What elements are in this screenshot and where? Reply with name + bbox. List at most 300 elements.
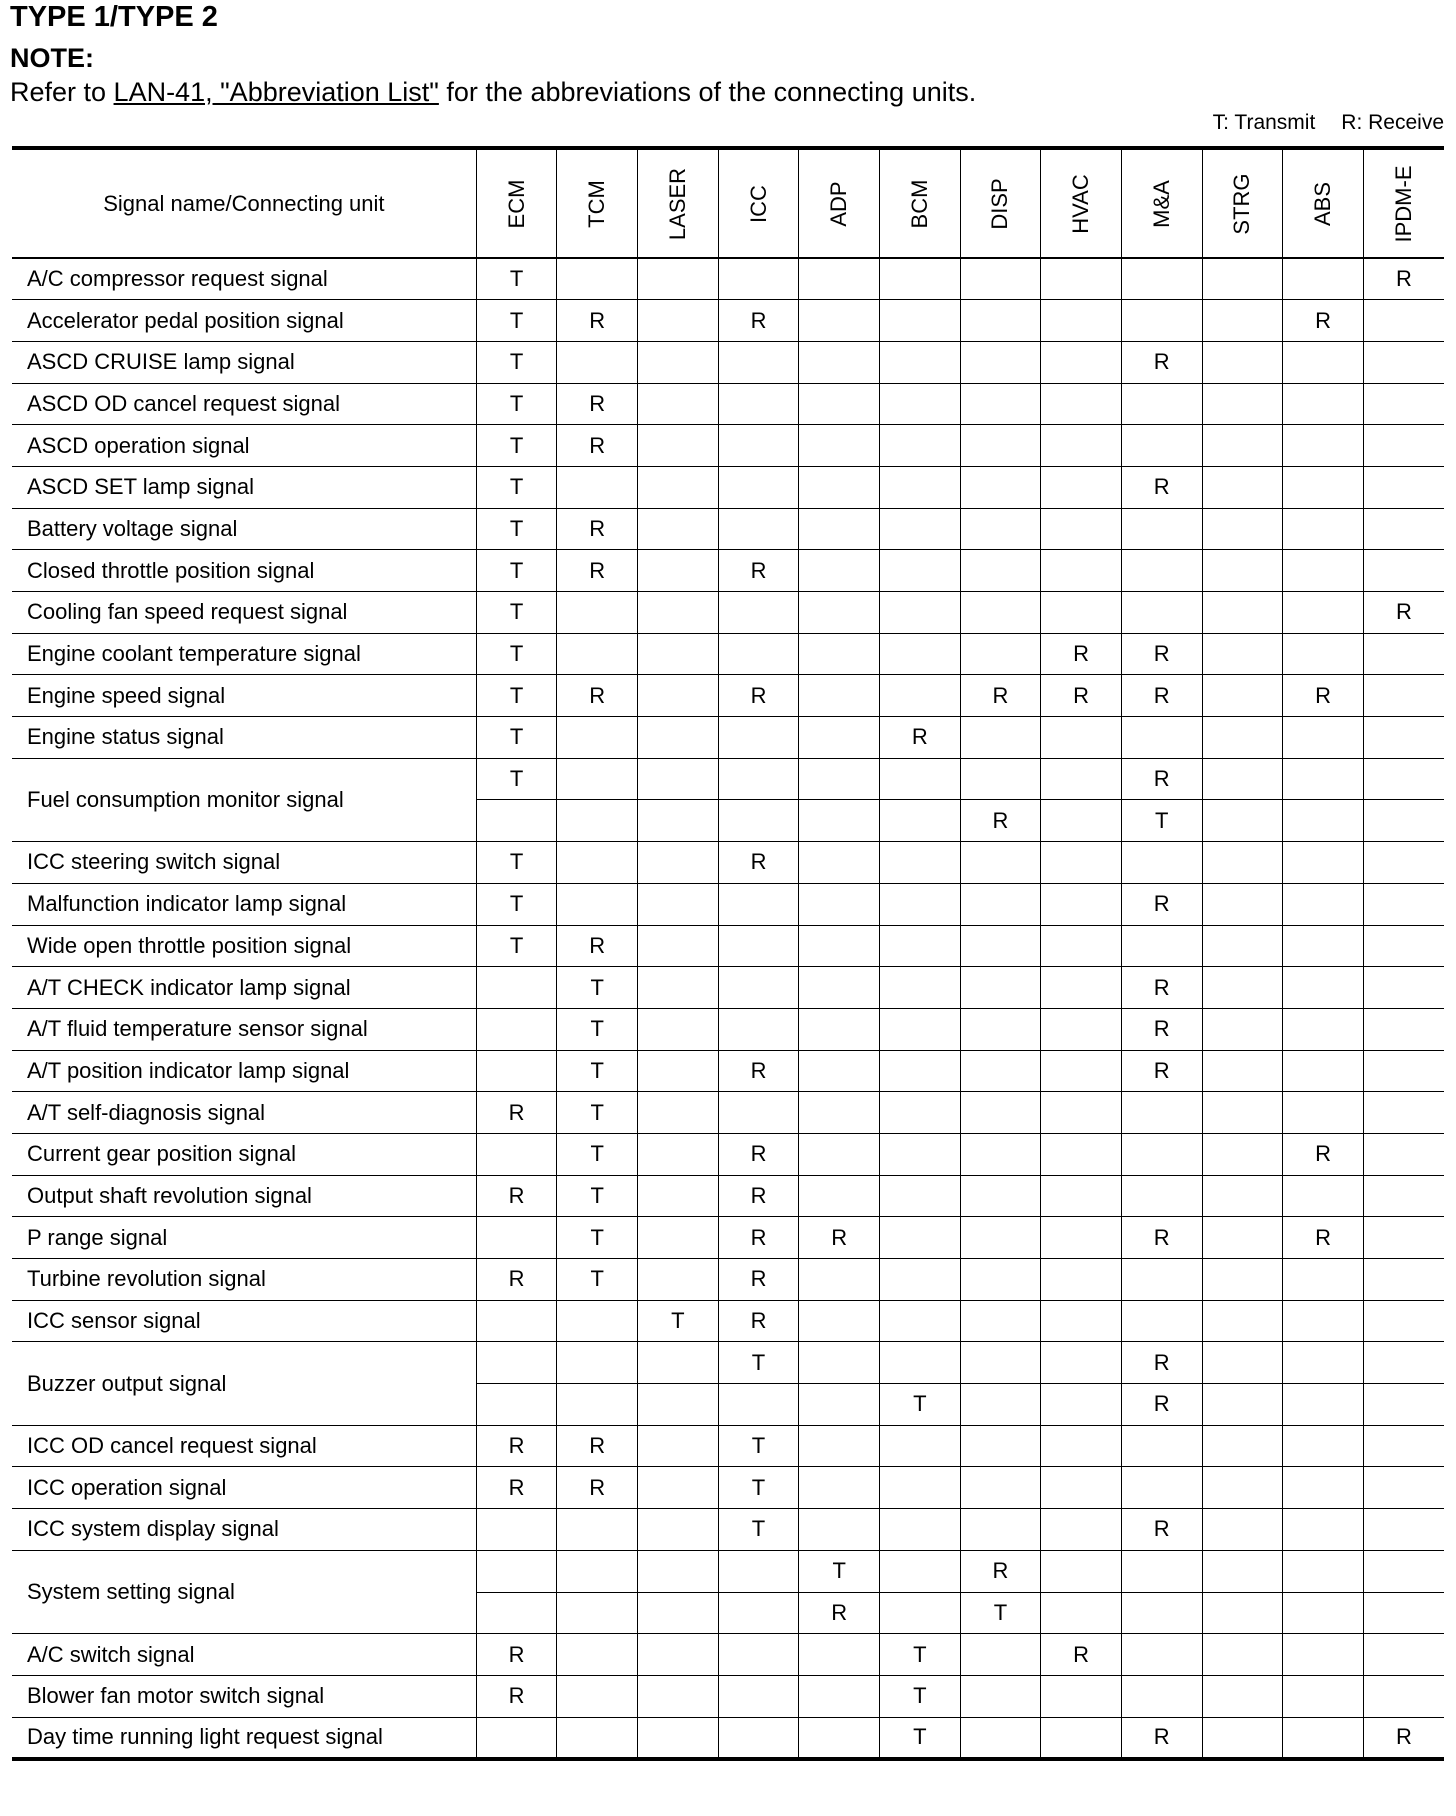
- signal-cell: [557, 258, 638, 300]
- signal-cell: [718, 800, 799, 842]
- table-row: [12, 967, 1444, 1009]
- signal-cell: [1363, 425, 1444, 467]
- signal-cell: [799, 258, 880, 300]
- signal-cell: [799, 1342, 880, 1384]
- signal-cell: [476, 1509, 557, 1551]
- signal-cell: [638, 1675, 719, 1717]
- signal-cell: [1202, 1259, 1283, 1301]
- signal-cell: T: [476, 883, 557, 925]
- signal-cell: [1041, 1300, 1122, 1342]
- table-row: [12, 1217, 1444, 1259]
- signal-cell: R: [557, 550, 638, 592]
- unit-label: LASER: [664, 167, 690, 240]
- signal-cell: [879, 1050, 960, 1092]
- signal-cell: [799, 1259, 880, 1301]
- signal-cell: [1283, 1342, 1364, 1384]
- signal-cell: [799, 508, 880, 550]
- signal-cell: [879, 1467, 960, 1509]
- signal-cell: [1202, 1717, 1283, 1759]
- signal-cell: [1202, 883, 1283, 925]
- signal-cell: [1041, 967, 1122, 1009]
- signal-cell: T: [879, 1717, 960, 1759]
- signal-cell: [718, 883, 799, 925]
- signal-cell: [1283, 550, 1364, 592]
- signal-cell: [557, 1675, 638, 1717]
- signal-cell: [799, 925, 880, 967]
- signal-cell: R: [1121, 1717, 1202, 1759]
- signal-cell: [960, 883, 1041, 925]
- signal-cell: [1121, 1300, 1202, 1342]
- unit-label: ADP: [826, 180, 852, 227]
- table-row: [12, 258, 1444, 300]
- signal-cell: [879, 383, 960, 425]
- signal-cell: [879, 883, 960, 925]
- signal-cell: [799, 1634, 880, 1676]
- signal-cell: [1121, 1133, 1202, 1175]
- signal-cell: [960, 258, 1041, 300]
- signal-cell: R: [879, 717, 960, 759]
- signal-cell: T: [476, 341, 557, 383]
- signal-cell: T: [476, 383, 557, 425]
- signal-cell: R: [557, 425, 638, 467]
- signal-cell: [1202, 967, 1283, 1009]
- signal-cell: [1041, 1175, 1122, 1217]
- table-row: [12, 1050, 1444, 1092]
- signal-cell: T: [476, 675, 557, 717]
- signal-cell: [1283, 466, 1364, 508]
- table-row: [12, 717, 1444, 759]
- signal-cell: R: [1121, 341, 1202, 383]
- table-row: [12, 1550, 1444, 1592]
- signal-cell: [638, 1550, 719, 1592]
- signal-cell: R: [557, 1467, 638, 1509]
- signal-cell: [1283, 1425, 1364, 1467]
- signal-cell: [638, 967, 719, 1009]
- signal-cell: [879, 592, 960, 634]
- signal-cell: R: [718, 1259, 799, 1301]
- signal-cell: [1283, 883, 1364, 925]
- signal-cell: [960, 1217, 1041, 1259]
- signal-cell: [1202, 258, 1283, 300]
- signal-cell: [476, 1008, 557, 1050]
- signal-cell: [638, 675, 719, 717]
- signal-cell: T: [638, 1300, 719, 1342]
- signal-name: ASCD operation signal: [12, 425, 476, 467]
- signal-cell: R: [1121, 1509, 1202, 1551]
- signal-cell: [1363, 341, 1444, 383]
- table-row: [12, 550, 1444, 592]
- signal-cell: R: [557, 508, 638, 550]
- signal-cell: R: [476, 1175, 557, 1217]
- signal-cell: [960, 1384, 1041, 1426]
- signal-cell: [557, 800, 638, 842]
- signal-cell: [1202, 675, 1283, 717]
- signal-cell: [476, 1342, 557, 1384]
- signal-cell: [1283, 1300, 1364, 1342]
- signal-cell: [557, 1634, 638, 1676]
- signal-cell: R: [1121, 675, 1202, 717]
- signal-cell: [879, 758, 960, 800]
- signal-cell: [879, 800, 960, 842]
- signal-cell: [1283, 383, 1364, 425]
- signal-cell: [1121, 258, 1202, 300]
- signal-cell: [1202, 1342, 1283, 1384]
- signal-cell: T: [718, 1342, 799, 1384]
- signal-cell: [1041, 508, 1122, 550]
- signal-cell: [960, 1092, 1041, 1134]
- signal-cell: [1041, 1050, 1122, 1092]
- signal-cell: T: [476, 425, 557, 467]
- signal-cell: [718, 1550, 799, 1592]
- signal-cell: [557, 758, 638, 800]
- signal-cell: [1363, 633, 1444, 675]
- signal-cell: [1363, 1300, 1444, 1342]
- signal-cell: [718, 1384, 799, 1426]
- signal-cell: T: [557, 1092, 638, 1134]
- table-row: [12, 592, 1444, 634]
- signal-name: A/T position indicator lamp signal: [12, 1050, 476, 1092]
- unit-label: TCM: [584, 179, 610, 228]
- signal-cell: [1121, 1592, 1202, 1634]
- signal-cell: [1363, 383, 1444, 425]
- signal-cell: [1283, 1634, 1364, 1676]
- signal-cell: [638, 758, 719, 800]
- signal-cell: T: [476, 758, 557, 800]
- signal-cell: [1202, 425, 1283, 467]
- signal-cell: [718, 258, 799, 300]
- signal-cell: T: [879, 1634, 960, 1676]
- signal-cell: [1041, 842, 1122, 884]
- table-row: [12, 1634, 1444, 1676]
- signal-cell: R: [718, 1050, 799, 1092]
- signal-cell: R: [1041, 633, 1122, 675]
- signal-cell: [557, 633, 638, 675]
- signal-cell: [879, 1217, 960, 1259]
- signal-cell: R: [476, 1467, 557, 1509]
- signal-name: A/C switch signal: [12, 1634, 476, 1676]
- signal-cell: [1283, 1175, 1364, 1217]
- signal-cell: [960, 842, 1041, 884]
- signal-name: ASCD OD cancel request signal: [12, 383, 476, 425]
- signal-cell: [718, 1008, 799, 1050]
- signal-cell: [638, 925, 719, 967]
- signal-cell: [476, 1384, 557, 1426]
- signal-cell: [879, 842, 960, 884]
- signal-name: Cooling fan speed request signal: [12, 592, 476, 634]
- signal-cell: T: [476, 717, 557, 759]
- signal-cell: R: [1121, 1217, 1202, 1259]
- signal-cell: T: [557, 1217, 638, 1259]
- header-signal-name: Signal name/Connecting unit: [12, 148, 476, 258]
- signal-cell: [1202, 1384, 1283, 1426]
- signal-cell: [1041, 341, 1122, 383]
- signal-cell: [638, 300, 719, 342]
- signal-cell: [1363, 1008, 1444, 1050]
- signal-cell: [1202, 300, 1283, 342]
- signal-cell: [1363, 1675, 1444, 1717]
- signal-name: A/T self-diagnosis signal: [12, 1092, 476, 1134]
- signal-cell: [1121, 1467, 1202, 1509]
- signal-cell: R: [960, 800, 1041, 842]
- signal-cell: [1363, 550, 1444, 592]
- signal-cell: [1041, 1675, 1122, 1717]
- signal-cell: T: [799, 1550, 880, 1592]
- signal-cell: [557, 466, 638, 508]
- signal-cell: [1121, 842, 1202, 884]
- table-row: [12, 1259, 1444, 1301]
- table-row: [12, 1008, 1444, 1050]
- signal-cell: [960, 1008, 1041, 1050]
- signal-cell: [799, 592, 880, 634]
- signal-cell: [638, 1467, 719, 1509]
- signal-cell: [1202, 842, 1283, 884]
- signal-cell: R: [1121, 1384, 1202, 1426]
- table-row: [12, 675, 1444, 717]
- signal-cell: [638, 1634, 719, 1676]
- signal-cell: [960, 1133, 1041, 1175]
- signal-cell: [557, 842, 638, 884]
- signal-cell: [638, 883, 719, 925]
- signal-cell: [960, 1467, 1041, 1509]
- signal-cell: T: [879, 1675, 960, 1717]
- unit-label: BCM: [906, 179, 932, 228]
- signal-cell: [1121, 383, 1202, 425]
- signal-cell: [960, 1425, 1041, 1467]
- table-row: [12, 341, 1444, 383]
- signal-cell: [1121, 425, 1202, 467]
- signal-cell: [960, 341, 1041, 383]
- table-row: [12, 300, 1444, 342]
- signal-cell: [718, 633, 799, 675]
- signal-cell: [476, 800, 557, 842]
- signal-cell: [799, 466, 880, 508]
- signal-cell: R: [960, 1550, 1041, 1592]
- table-row: [12, 925, 1444, 967]
- signal-cell: [638, 1133, 719, 1175]
- unit-label: STRG: [1229, 172, 1255, 235]
- signal-cell: [476, 1592, 557, 1634]
- signal-name: Engine coolant temperature signal: [12, 633, 476, 675]
- signal-cell: R: [476, 1425, 557, 1467]
- signal-name: Current gear position signal: [12, 1133, 476, 1175]
- unit-label: ECM: [503, 179, 529, 228]
- signal-cell: [1363, 1050, 1444, 1092]
- signal-cell: [1202, 717, 1283, 759]
- signal-cell: T: [476, 258, 557, 300]
- signal-cell: [1041, 1133, 1122, 1175]
- signal-cell: [799, 300, 880, 342]
- signal-cell: [799, 967, 880, 1009]
- signal-cell: [960, 967, 1041, 1009]
- signal-cell: [1283, 1550, 1364, 1592]
- signal-cell: [1041, 1092, 1122, 1134]
- signal-cell: [960, 925, 1041, 967]
- signal-cell: [799, 1467, 880, 1509]
- table-row: [12, 508, 1444, 550]
- signal-cell: [960, 1300, 1041, 1342]
- signal-cell: [1041, 258, 1122, 300]
- header-unit-laser: [638, 148, 719, 258]
- signal-cell: [1121, 1675, 1202, 1717]
- signal-cell: [638, 800, 719, 842]
- signal-cell: [476, 967, 557, 1009]
- table-body: [12, 258, 1444, 1759]
- signal-cell: [879, 466, 960, 508]
- signal-cell: [1202, 633, 1283, 675]
- signal-cell: R: [1121, 1050, 1202, 1092]
- signal-cell: [1283, 1384, 1364, 1426]
- signal-cell: R: [1041, 675, 1122, 717]
- signal-cell: [1041, 1509, 1122, 1551]
- signal-cell: [1121, 717, 1202, 759]
- signal-cell: R: [557, 383, 638, 425]
- unit-label: M&A: [1148, 179, 1174, 228]
- signal-cell: [557, 1717, 638, 1759]
- signal-cell: [1363, 1259, 1444, 1301]
- note-label: NOTE:: [10, 43, 94, 73]
- signal-cell: [799, 1509, 880, 1551]
- signal-cell: [557, 883, 638, 925]
- signal-cell: R: [1121, 883, 1202, 925]
- signal-name: Engine status signal: [12, 717, 476, 759]
- signal-cell: [1283, 800, 1364, 842]
- header-unit-tcm: [557, 148, 638, 258]
- signal-name: ICC OD cancel request signal: [12, 1425, 476, 1467]
- signal-cell: [718, 1092, 799, 1134]
- signal-cell: R: [799, 1217, 880, 1259]
- signal-cell: [718, 383, 799, 425]
- signal-cell: [799, 883, 880, 925]
- signal-cell: [879, 1592, 960, 1634]
- signal-cell: [718, 1634, 799, 1676]
- signal-cell: [1202, 758, 1283, 800]
- signal-cell: T: [476, 633, 557, 675]
- signal-name: Output shaft revolution signal: [12, 1175, 476, 1217]
- signal-cell: R: [1121, 1342, 1202, 1384]
- signal-cell: [960, 1675, 1041, 1717]
- signal-cell: R: [960, 675, 1041, 717]
- signal-cell: [799, 633, 880, 675]
- signal-cell: R: [557, 925, 638, 967]
- legend-receive: R: Receive: [1341, 111, 1444, 134]
- table-row: [12, 758, 1444, 800]
- signal-cell: R: [1283, 300, 1364, 342]
- legend-transmit: T: Transmit: [1212, 111, 1316, 134]
- signal-cell: T: [476, 925, 557, 967]
- signal-cell: [638, 1717, 719, 1759]
- signal-cell: [1283, 425, 1364, 467]
- signal-cell: [1283, 508, 1364, 550]
- signal-cell: [1202, 383, 1283, 425]
- signal-cell: [718, 425, 799, 467]
- signal-cell: T: [557, 967, 638, 1009]
- signal-cell: R: [718, 1217, 799, 1259]
- signal-name: ICC sensor signal: [12, 1300, 476, 1342]
- signal-cell: R: [718, 300, 799, 342]
- table-row: [12, 425, 1444, 467]
- signal-cell: [1283, 1509, 1364, 1551]
- signal-cell: R: [476, 1259, 557, 1301]
- signal-cell: [1363, 300, 1444, 342]
- signal-cell: [718, 592, 799, 634]
- signal-cell: [879, 300, 960, 342]
- signal-cell: [638, 717, 719, 759]
- signal-cell: [799, 1008, 880, 1050]
- signal-cell: [1041, 1425, 1122, 1467]
- signal-cell: [1202, 550, 1283, 592]
- signal-cell: [1121, 1259, 1202, 1301]
- signal-cell: [1202, 1050, 1283, 1092]
- signal-cell: R: [557, 300, 638, 342]
- signal-cell: T: [476, 550, 557, 592]
- signal-cell: [1121, 1634, 1202, 1676]
- signal-cell: R: [1283, 675, 1364, 717]
- unit-label: ICC: [745, 184, 771, 223]
- signal-cell: [879, 1092, 960, 1134]
- signal-cell: [638, 1425, 719, 1467]
- signal-cell: [638, 633, 719, 675]
- signal-cell: [879, 508, 960, 550]
- signal-cell: [557, 1300, 638, 1342]
- signal-cell: [799, 1050, 880, 1092]
- signal-cell: T: [557, 1050, 638, 1092]
- signal-cell: [557, 1592, 638, 1634]
- signal-name: Malfunction indicator lamp signal: [12, 883, 476, 925]
- signal-cell: [960, 1175, 1041, 1217]
- abbreviation-list-link[interactable]: LAN-41, "Abbreviation List": [113, 77, 439, 107]
- signal-cell: [1202, 592, 1283, 634]
- signal-cell: [1121, 1550, 1202, 1592]
- signal-cell: [879, 258, 960, 300]
- table-row: [12, 842, 1444, 884]
- signal-cell: [476, 1550, 557, 1592]
- signal-cell: R: [1121, 758, 1202, 800]
- signal-cell: [557, 1384, 638, 1426]
- signal-cell: [1283, 1675, 1364, 1717]
- signal-cell: [1202, 1425, 1283, 1467]
- signal-cell: [718, 967, 799, 1009]
- signal-cell: [960, 1509, 1041, 1551]
- signal-cell: [638, 1259, 719, 1301]
- signal-cell: R: [1363, 592, 1444, 634]
- signal-name: ICC system display signal: [12, 1509, 476, 1551]
- unit-label: IPDM-E: [1390, 165, 1416, 242]
- signal-cell: [1363, 1467, 1444, 1509]
- signal-cell: [799, 1092, 880, 1134]
- signal-cell: [960, 717, 1041, 759]
- signal-cell: [1041, 1259, 1122, 1301]
- signal-cell: [960, 466, 1041, 508]
- signal-cell: [718, 1717, 799, 1759]
- signal-cell: [638, 258, 719, 300]
- signal-cell: T: [879, 1384, 960, 1426]
- signal-cell: [638, 1008, 719, 1050]
- signal-cell: [1202, 1133, 1283, 1175]
- signal-cell: [1202, 508, 1283, 550]
- table-row: [12, 1425, 1444, 1467]
- header-unit-disp: [960, 148, 1041, 258]
- signal-cell: [718, 341, 799, 383]
- signal-cell: R: [718, 842, 799, 884]
- signal-cell: [1041, 1384, 1122, 1426]
- signal-name: ICC steering switch signal: [12, 842, 476, 884]
- signal-cell: [879, 550, 960, 592]
- signal-name: A/T fluid temperature sensor signal: [12, 1008, 476, 1050]
- signal-cell: [1041, 717, 1122, 759]
- table-row: [12, 633, 1444, 675]
- signal-cell: R: [718, 1175, 799, 1217]
- signal-cell: [1202, 1300, 1283, 1342]
